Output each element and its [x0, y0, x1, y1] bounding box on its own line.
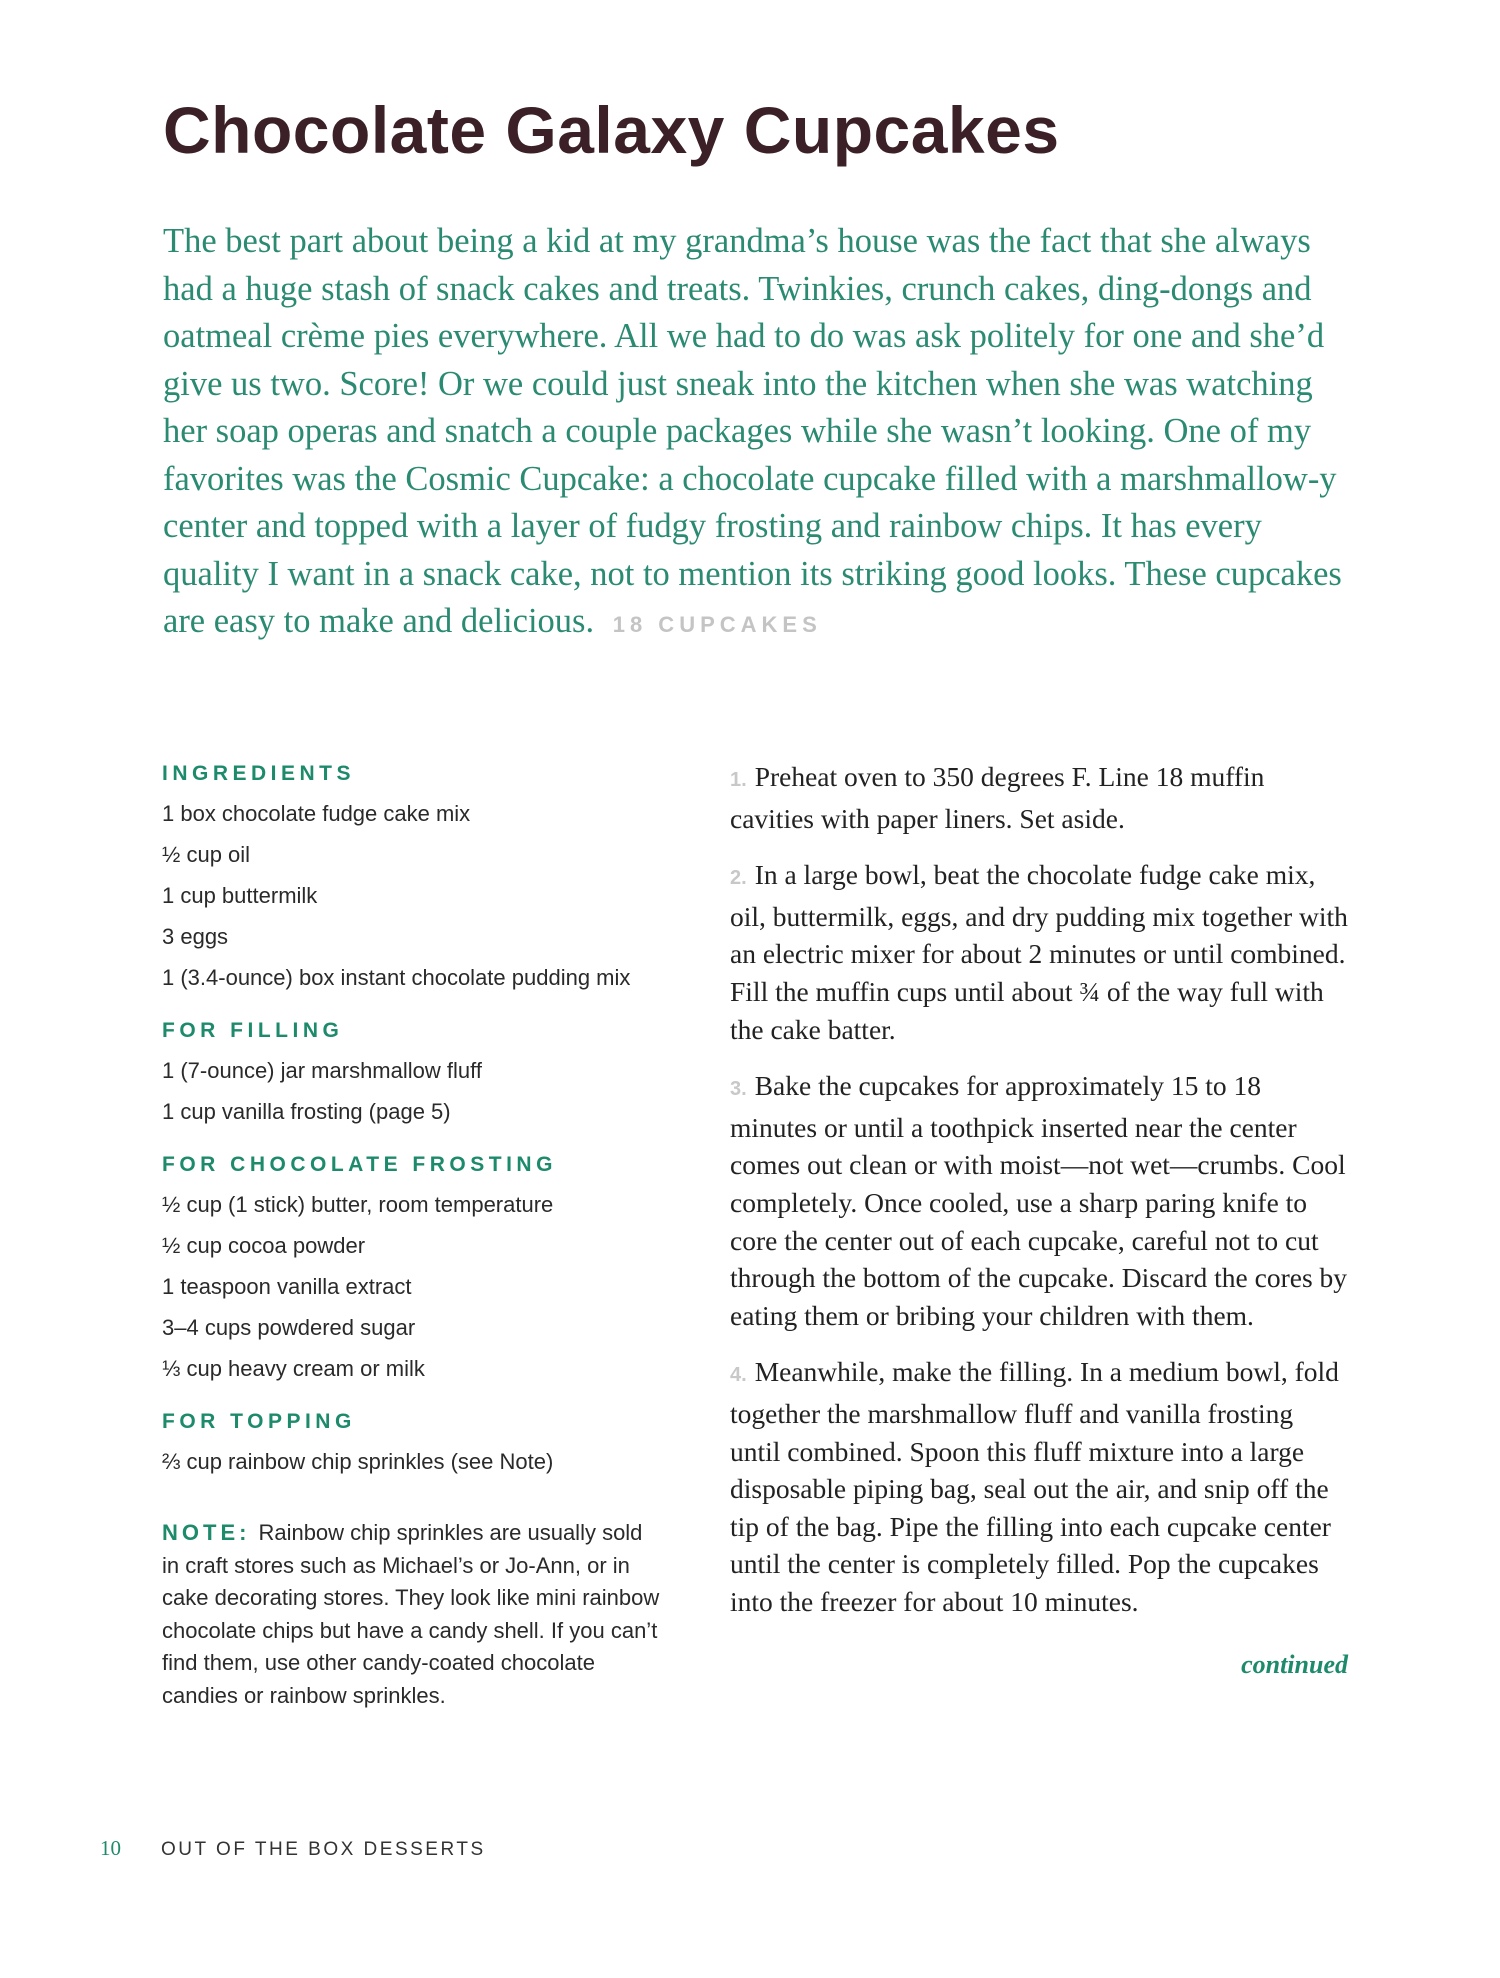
instruction-step — [730, 856, 1348, 1048]
ingredient-item: 1 cup vanilla frosting (page 5) — [162, 1099, 451, 1124]
book-title: OUT OF THE BOX DESSERTS — [161, 1839, 486, 1860]
step-number: 2. — [730, 867, 747, 890]
page-number: 10 — [100, 1836, 121, 1860]
ingredient-item: ⅓ cup heavy cream or milk — [162, 1356, 425, 1381]
ingredient-item: 3 eggs — [162, 924, 229, 949]
instruction-step — [730, 1067, 1348, 1334]
ingredient-item: 1 (3.4-ounce) box instant chocolate pudding mix — [162, 965, 631, 990]
step-text: Meanwhile, make the filling. In a medium bowl, fold together the marshmallow fluff and vanilla frosting until combined. Spoon this fluff mixture into a large disposable piping bag, seal out the air, and snip off the tip of the bag. Pipe the filling into each cupcake center until the center is completely filled. Pop the cupcakes into the freezer for about 10 minutes. — [730, 1356, 1339, 1617]
note-label: NOTE: — [162, 1520, 251, 1545]
ingredient-item: 3–4 cups powdered sugar — [162, 1315, 416, 1340]
page-footer — [100, 1836, 486, 1861]
ingredient-item: 1 (7-ounce) jar marshmallow fluff — [162, 1058, 482, 1083]
section-heading: FOR FILLING — [162, 1019, 344, 1042]
ingredient-section — [162, 758, 662, 993]
section-heading: FOR TOPPING — [162, 1410, 356, 1433]
step-number: 4. — [730, 1364, 747, 1387]
instructions-column — [730, 758, 1348, 1684]
ingredient-item: 1 teaspoon vanilla extract — [162, 1274, 412, 1299]
section-heading: INGREDIENTS — [162, 762, 356, 785]
step-text: Preheat oven to 350 degrees F. Line 18 muffin cavities with paper liners. Set aside. — [730, 761, 1265, 834]
recipe-yield: 18 CUPCAKES — [612, 612, 822, 637]
ingredient-section — [162, 1149, 662, 1384]
ingredients-column — [162, 758, 662, 1712]
ingredient-item: 1 cup buttermilk — [162, 883, 318, 908]
ingredient-item: ½ cup cocoa powder — [162, 1233, 366, 1258]
step-text: Bake the cupcakes for approximately 15 to 18 minutes or until a toothpick inserted near the center comes out clean or with moist—not wet—crumbs. Cool completely. Once cooled, use a sharp paring knife to core the center out of each cupcake, careful not to cut through the bottom of the cupcake. Discard the cores by eating them or bribing your children with them. — [730, 1070, 1348, 1331]
ingredient-item: 1 box chocolate fudge cake mix — [162, 801, 471, 826]
section-heading: FOR CHOCOLATE FROSTING — [162, 1153, 557, 1176]
instruction-step — [730, 758, 1348, 837]
ingredient-section — [162, 1406, 662, 1477]
ingredient-item: ½ cup oil — [162, 842, 251, 867]
continued-label: continued — [1241, 1650, 1348, 1680]
step-text: In a large bowl, beat the chocolate fudge cake mix, oil, buttermilk, eggs, and dry pudding mix together with an electric mixer for about 2 minutes or until combined. Fill the muffin cups until about ¾ of the way full with the cake batter. — [730, 859, 1348, 1045]
ingredient-section — [162, 1015, 662, 1127]
recipe-intro — [163, 218, 1343, 649]
step-number: 3. — [730, 1078, 747, 1101]
recipe-title: Chocolate Galaxy Cupcakes — [163, 93, 1060, 167]
step-number: 1. — [730, 769, 747, 791]
recipe-note — [162, 1517, 662, 1712]
ingredient-item: ½ cup (1 stick) butter, room temperature — [162, 1192, 554, 1217]
instruction-step — [730, 1353, 1348, 1620]
ingredient-item: ⅔ cup rainbow chip sprinkles (see Note) — [162, 1449, 554, 1474]
intro-text: The best part about being a kid at my grandma’s house was the fact that she always had a huge stash of snack cakes and treats. Twinkies, crunch cakes, ding-dongs and oatmeal crème pies everywhere. All we had to do was ask politely for one and she’d give us two. Score! Or we could just sneak into the kitchen when she was watching her soap operas and snatch a couple packages while she wasn’t looking. One of my favorites was the Cosmic Cupcake: a chocolate cupcake filled with a marshmallow-y center and topped with a layer of fudgy frosting and rainbow chips. It has every quality I want in a snack cake, not to mention its striking good looks. These cupcakes are easy to make and delicious. — [163, 222, 1342, 640]
note-text: Rainbow chip sprinkles are usually sold in craft stores such as Michael’s or Jo-Ann, or in cake decorating stores. They look like mini rainbow chocolate chips but have a candy shell. If you can’t find them, use other candy-coated chocolate candies or rainbow sprinkles. — [162, 1520, 660, 1708]
